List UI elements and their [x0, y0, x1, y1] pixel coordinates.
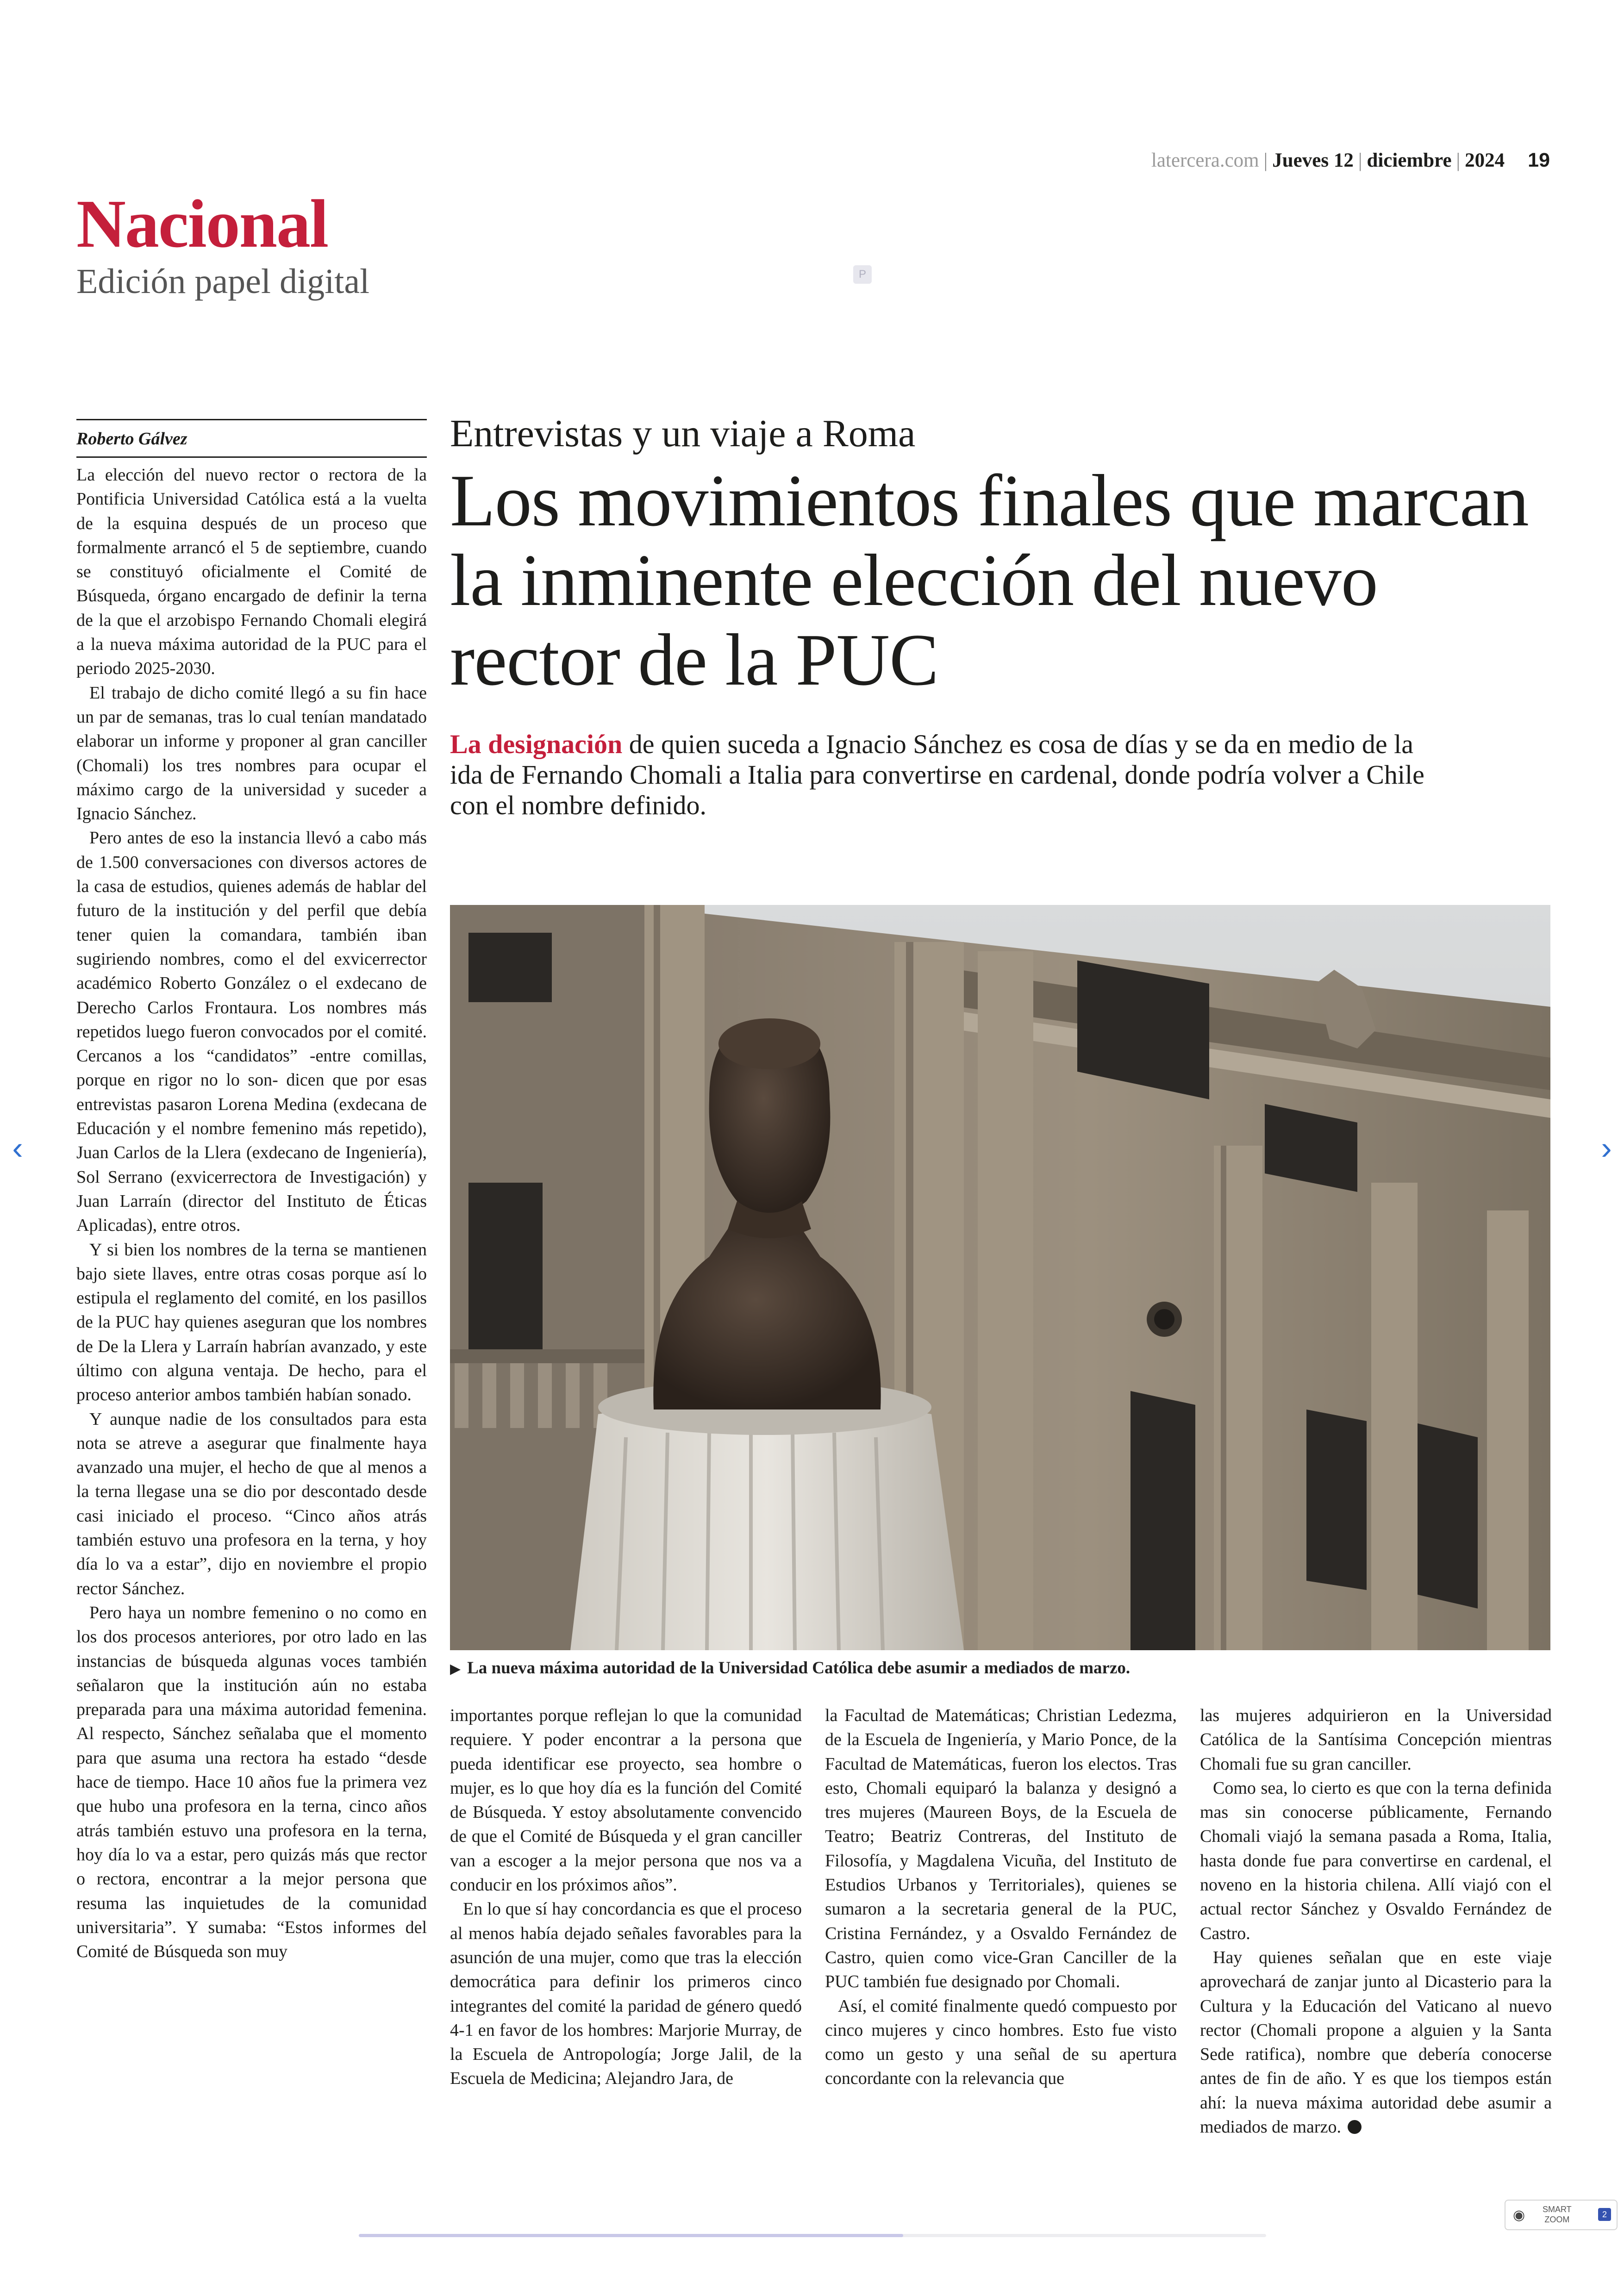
chevron-left-icon: ‹ — [12, 1130, 23, 1166]
body-column-3 — [825, 1703, 1177, 2091]
smart-zoom-label: SMART ZOOM — [1543, 2205, 1572, 2224]
paragraph: la Facultad de Matemáticas; Christian Ledezma, de la Escuela de Ingeniería, y Mario Ponce, de la Facultad de Matemáticas, fueron los electos. Tras esto, Chomali equiparó la balanza y designó a tres mujeres (Maureen Boys, de la Escuela de Teatro; Beatriz Contreras, del Instituto de Filosofía, y Magdalena Vicuña, del Instituto de Estudios Urbanos y Territoriales), quienes se sumaron a la secretaria general de la PUC, Cristina Fernández, y a Osvaldo Fernández de Castro, quien como vice-Gran Canciller de la PUC también fue designado por Chomali. — [825, 1706, 1177, 1992]
caption-triangle-icon: ▶ — [450, 1661, 461, 1677]
paragraph: Como sea, lo cierto es que con la terna definida mas sin conocerse públicamente, Fernando Chomali viajó la semana pasada a Roma, Italia, hasta donde fue para convertirse en cardenal, el noveno en la historia chilena. Allí viajó con el actual rector Sánchez y Osvaldo Fernández de Castro. — [1200, 1778, 1552, 1943]
paragraph: las mujeres adquirieron en la Universidad Católica de la Santísima Concepción mientras Chomali fue su gran canciller. — [1200, 1706, 1552, 1774]
lede-lead-in: La designación — [450, 729, 623, 759]
lede-text: de quien suceda a Ignacio Sánchez es cosa de días y se da en medio de la ida de Fernando Chomali a Italia para convertirse en cardenal, donde podría volver a Chile con el nombre definido. — [450, 729, 1424, 820]
paragraph: importantes porque reflejan lo que la comunidad requiere. Y poder encontrar a la persona que pueda identificar ese proyecto, sea hombre o mujer, es lo que hoy día es la función del Comité de Búsqueda. Y estoy absolutamente convencido de que el Comité de Búsqueda y el gran canciller van a escoger a la mejor persona que nos va a conducir en los próximos años”. — [450, 1706, 802, 1895]
paragraph: Y aunque nadie de los consultados para esta nota se atreve a asegurar que finalmente haya avanzado una mujer, el hecho de que al menos a la terna llegase una se dio por descontado desde casi iniciado el proceso. “Cinco años atrás también estuvo una profesora en la terna, y hoy día lo va a estar”, dijo en noviembre el propio rector Sánchez. — [76, 1409, 427, 1598]
date-day: Jueves 12 — [1272, 150, 1354, 171]
smart-zoom-button[interactable] — [1505, 2200, 1618, 2230]
page-number: 19 — [1528, 149, 1550, 171]
page-marker-icon[interactable]: P — [853, 265, 872, 284]
caption-text: La nueva máxima autoridad de la Universidad Católica debe asumir a mediados de marzo. — [467, 1659, 1131, 1678]
kicker: Entrevistas y un viaje a Roma — [450, 412, 916, 455]
byline: Roberto Gálvez — [76, 419, 427, 458]
body-column-2 — [450, 1703, 802, 2091]
article-photo — [450, 905, 1550, 1650]
previous-page-button[interactable] — [8, 1130, 27, 1166]
paragraph-text: Hay quienes señalan que en este viaje aprovechará de zanjar junto al Dicasterio para la Cultura y la Educación del Vaticano al nuevo rector (Chomali propone a alguien y la Santa Sede ratifica), nombre que debería conocerse antes de fin de año. Y es que los tiempos están ahí: la nueva máxima autoridad debe asumir a mediados de marzo. — [1200, 1947, 1552, 2137]
paragraph: Pero haya un nombre femenino o no como en los dos procesos anteriores, por otro lado en las instancias de búsqueda algunas voces también señalaron que la institución aún no estaba preparada para una máxima autoridad femenina. Al respecto, Sánchez señalaba que el momento para que asuma una rectora ha estado “desde hace de tiempo. Hace 10 años fue la primera vez que hubo una profesora en la terna, cinco años atrás también estuvo una profesora en la terna, hoy día lo va a estar, pero quizás más que rector o rectora, encontrar a la mejor persona que resuma las inquietudes de la comunidad universitaria”. Y sumaba: “Estos informes del Comité de Búsqueda son muy — [76, 1603, 427, 1962]
smart-zoom-count-badge: 2 — [1598, 2208, 1611, 2221]
next-page-button[interactable] — [1597, 1130, 1616, 1166]
body-column-4 — [1200, 1703, 1552, 2139]
section-title: Nacional — [76, 186, 328, 262]
section-subtitle: Edición papel digital — [76, 262, 370, 301]
date-month: diciembre — [1367, 150, 1452, 171]
paragraph: En lo que sí hay concordancia es que el proceso al menos había dejado señales favorables para la asunción de una mujer, como que tras la elección democrática para definir los primeros cinco integrantes del comité la paridad de género quedó 4-1 en favor de los hombres: Marjorie Murray, de la Escuela de Antropología; Jorge Jalil, de la Escuela de Medicina; Alejandro Jara, de — [450, 1899, 802, 2089]
bust-and-building-illustration — [450, 905, 1550, 1650]
eye-icon: ◉ — [1513, 2208, 1525, 2223]
scroll-progress-thumb[interactable] — [359, 2234, 903, 2237]
date-year: 2024 — [1465, 150, 1505, 171]
end-of-article-icon — [1348, 2120, 1362, 2134]
paragraph: Pero antes de eso la instancia llevó a cabo más de 1.500 conversaciones con diversos actores de la casa de estudios, quienes además de hablar del futuro de la institución y del perfil que debía tener quien la comandara, también iban sugiriendo nombres, como el del exvicerrector académico Roberto González o el exdecano de Derecho Carlos Frontaura. Los nombres más repetidos luego fueron convocados por el comité. Cercanos a los “candidatos” -entre comillas, porque en rigor no lo son- dicen que por esas entrevistas pasaron Lorena Medina (exdecana de Educación y el nombre femenino más repetido), Juan Carlos de la Llera (exdecano de Ingeniería), Sol Serrano (exvicerrectora de Investigación) y Juan Larraín (director del Instituto de Éticas Aplicadas), entre otros. — [76, 828, 427, 1235]
headline: Los movimientos finales que marcan la inminente elección del nuevo rector de la PUC — [450, 459, 1529, 701]
site-name: latercera.com — [1151, 150, 1259, 171]
paragraph: La elección del nuevo rector o rectora de la Pontificia Universidad Católica está a la vuelta de la esquina después de un proceso que formalmente arrancó el 5 de septiembre, cuando se constituyó oficialmente el Comité de Búsqueda, órgano encargado de definir la terna de la que el arzobispo Fernando Chomali elegirá a la nueva máxima autoridad de la PUC para el periodo 2025-2030. — [76, 465, 427, 679]
lede — [450, 729, 1445, 821]
photo-caption — [450, 1658, 1550, 1678]
chevron-right-icon: › — [1601, 1130, 1612, 1166]
paragraph: El trabajo de dicho comité llegó a su fin hace un par de semanas, tras lo cual tenían mandatado elaborar un informe y proponer al gran canciller (Chomali) los tres nombres para ocupar el máximo cargo de la universidad y suceder a Ignacio Sánchez. — [76, 683, 427, 824]
paragraph: Así, el comité finalmente quedó compuesto por cinco mujeres y cinco hombres. Esto fue visto como un gesto y una señal de su apertura concordante con la relevancia que — [825, 1996, 1177, 2089]
paragraph: Y si bien los nombres de la terna se mantienen bajo siete llaves, entre otras cosas porque así lo estipula el reglamento del comité, en los pasillos de la PUC hay quienes aseguran que los nombres de De la Llera y Larraín habrían avanzado, y este último con alguna ventaja. De hecho, para el proceso anterior ambos también habían sonado. — [76, 1240, 427, 1405]
body-column-1 — [76, 463, 427, 1964]
paragraph — [1200, 1946, 1552, 2139]
dateline: latercera.com | Jueves 12 | diciembre | 2024 19 — [1151, 149, 1550, 171]
